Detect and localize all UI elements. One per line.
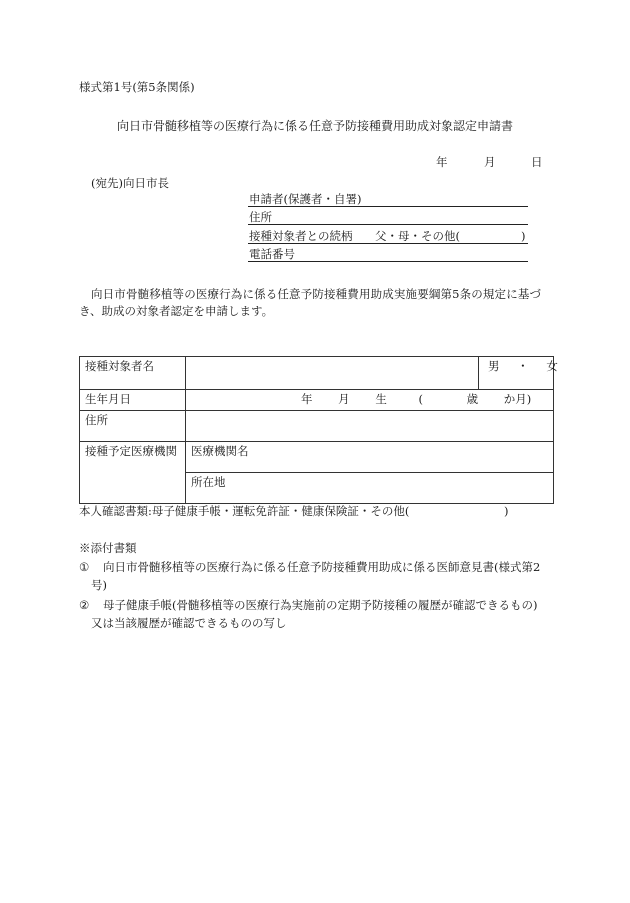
table-row-birth	[80, 390, 554, 411]
subject-name-label: 接種対象者名	[80, 357, 186, 390]
id-documents: 本人確認書類:母子健康手帳・運転免許証・健康保険証・その他(	[79, 504, 410, 518]
sex-female[interactable]: 女	[546, 359, 558, 373]
applicant-relation-options: 父・母・その他(	[375, 229, 460, 243]
institution-name-label: 医療機関名	[191, 443, 249, 458]
addressee: (宛先)向日市長	[91, 176, 169, 190]
birth-year-label: 年	[301, 392, 313, 406]
institution-location-field[interactable]	[186, 472, 554, 503]
date-month-label: 月	[484, 155, 496, 169]
sex-male[interactable]: 男	[488, 359, 500, 373]
applicant-address-label: 住所	[249, 210, 272, 224]
date-day-label: 日	[531, 155, 543, 169]
birth-age-label: 歳	[466, 392, 479, 406]
table-row-address	[80, 410, 554, 441]
attachments-heading: ※添付書類	[79, 541, 137, 555]
attachment-text-line1: 向日市骨髄移植等の医療行為に係る任意予防接種費用助成に係る医師意見書(様式第2	[103, 560, 541, 574]
institution-label: 接種予定医療機関	[80, 441, 186, 503]
applicant-relation-close: )	[521, 229, 526, 243]
subject-address-label: 住所	[80, 410, 186, 441]
id-documents-close: )	[504, 504, 509, 518]
subject-name-field[interactable]	[186, 357, 479, 390]
applicant-name-line[interactable]	[248, 206, 528, 207]
subject-address-field[interactable]	[186, 410, 554, 441]
birth-open-paren: (	[418, 392, 423, 406]
institution-name-field[interactable]	[186, 441, 554, 472]
attachment-text-line2: 又は当該履歴が確認できるものの写し	[91, 616, 287, 630]
form-number: 様式第1号(第5条関係)	[79, 80, 195, 94]
applicant-address-line[interactable]	[248, 224, 528, 225]
applicant-relation-line[interactable]	[248, 243, 528, 244]
applicant-phone-line[interactable]	[248, 261, 528, 262]
applicant-phone-label: 電話番号	[249, 247, 295, 261]
attachment-text-line2: 号)	[91, 578, 107, 592]
attachment-text-line1: 母子健康手帳(骨髄移植等の医療行為実施前の定期予防接種の履歴が確認できるもの)	[103, 598, 538, 612]
body-text-line2: き、助成の対象者認定を申請します。	[79, 304, 274, 318]
table-row-institution	[80, 441, 554, 472]
date-year-label: 年	[436, 155, 448, 169]
birthdate-field[interactable]	[186, 390, 554, 411]
body-text-line1: 向日市骨髄移植等の医療行為に係る任意予防接種費用助成実施要綱第5条の規定に基づ	[91, 287, 542, 301]
table-row-name	[80, 357, 554, 390]
birthdate-label: 生年月日	[80, 390, 186, 411]
birth-born-label: 生	[375, 392, 387, 406]
sex-separator: ・	[517, 359, 529, 373]
applicant-name-label: 申請者(保護者・自署)	[249, 192, 362, 206]
sex-field[interactable]	[479, 357, 558, 390]
institution-location-label: 所在地	[191, 474, 226, 489]
subject-info-table	[79, 356, 558, 504]
applicant-relation-label: 接種対象者との続柄	[249, 229, 353, 243]
attachment-number: ②	[79, 598, 90, 612]
attachment-number: ①	[79, 560, 90, 574]
birth-month-label: 月	[338, 392, 350, 406]
document-title: 向日市骨髄移植等の医療行為に係る任意予防接種費用助成対象認定申請書	[116, 119, 513, 133]
birth-months-label: か月)	[503, 392, 532, 406]
